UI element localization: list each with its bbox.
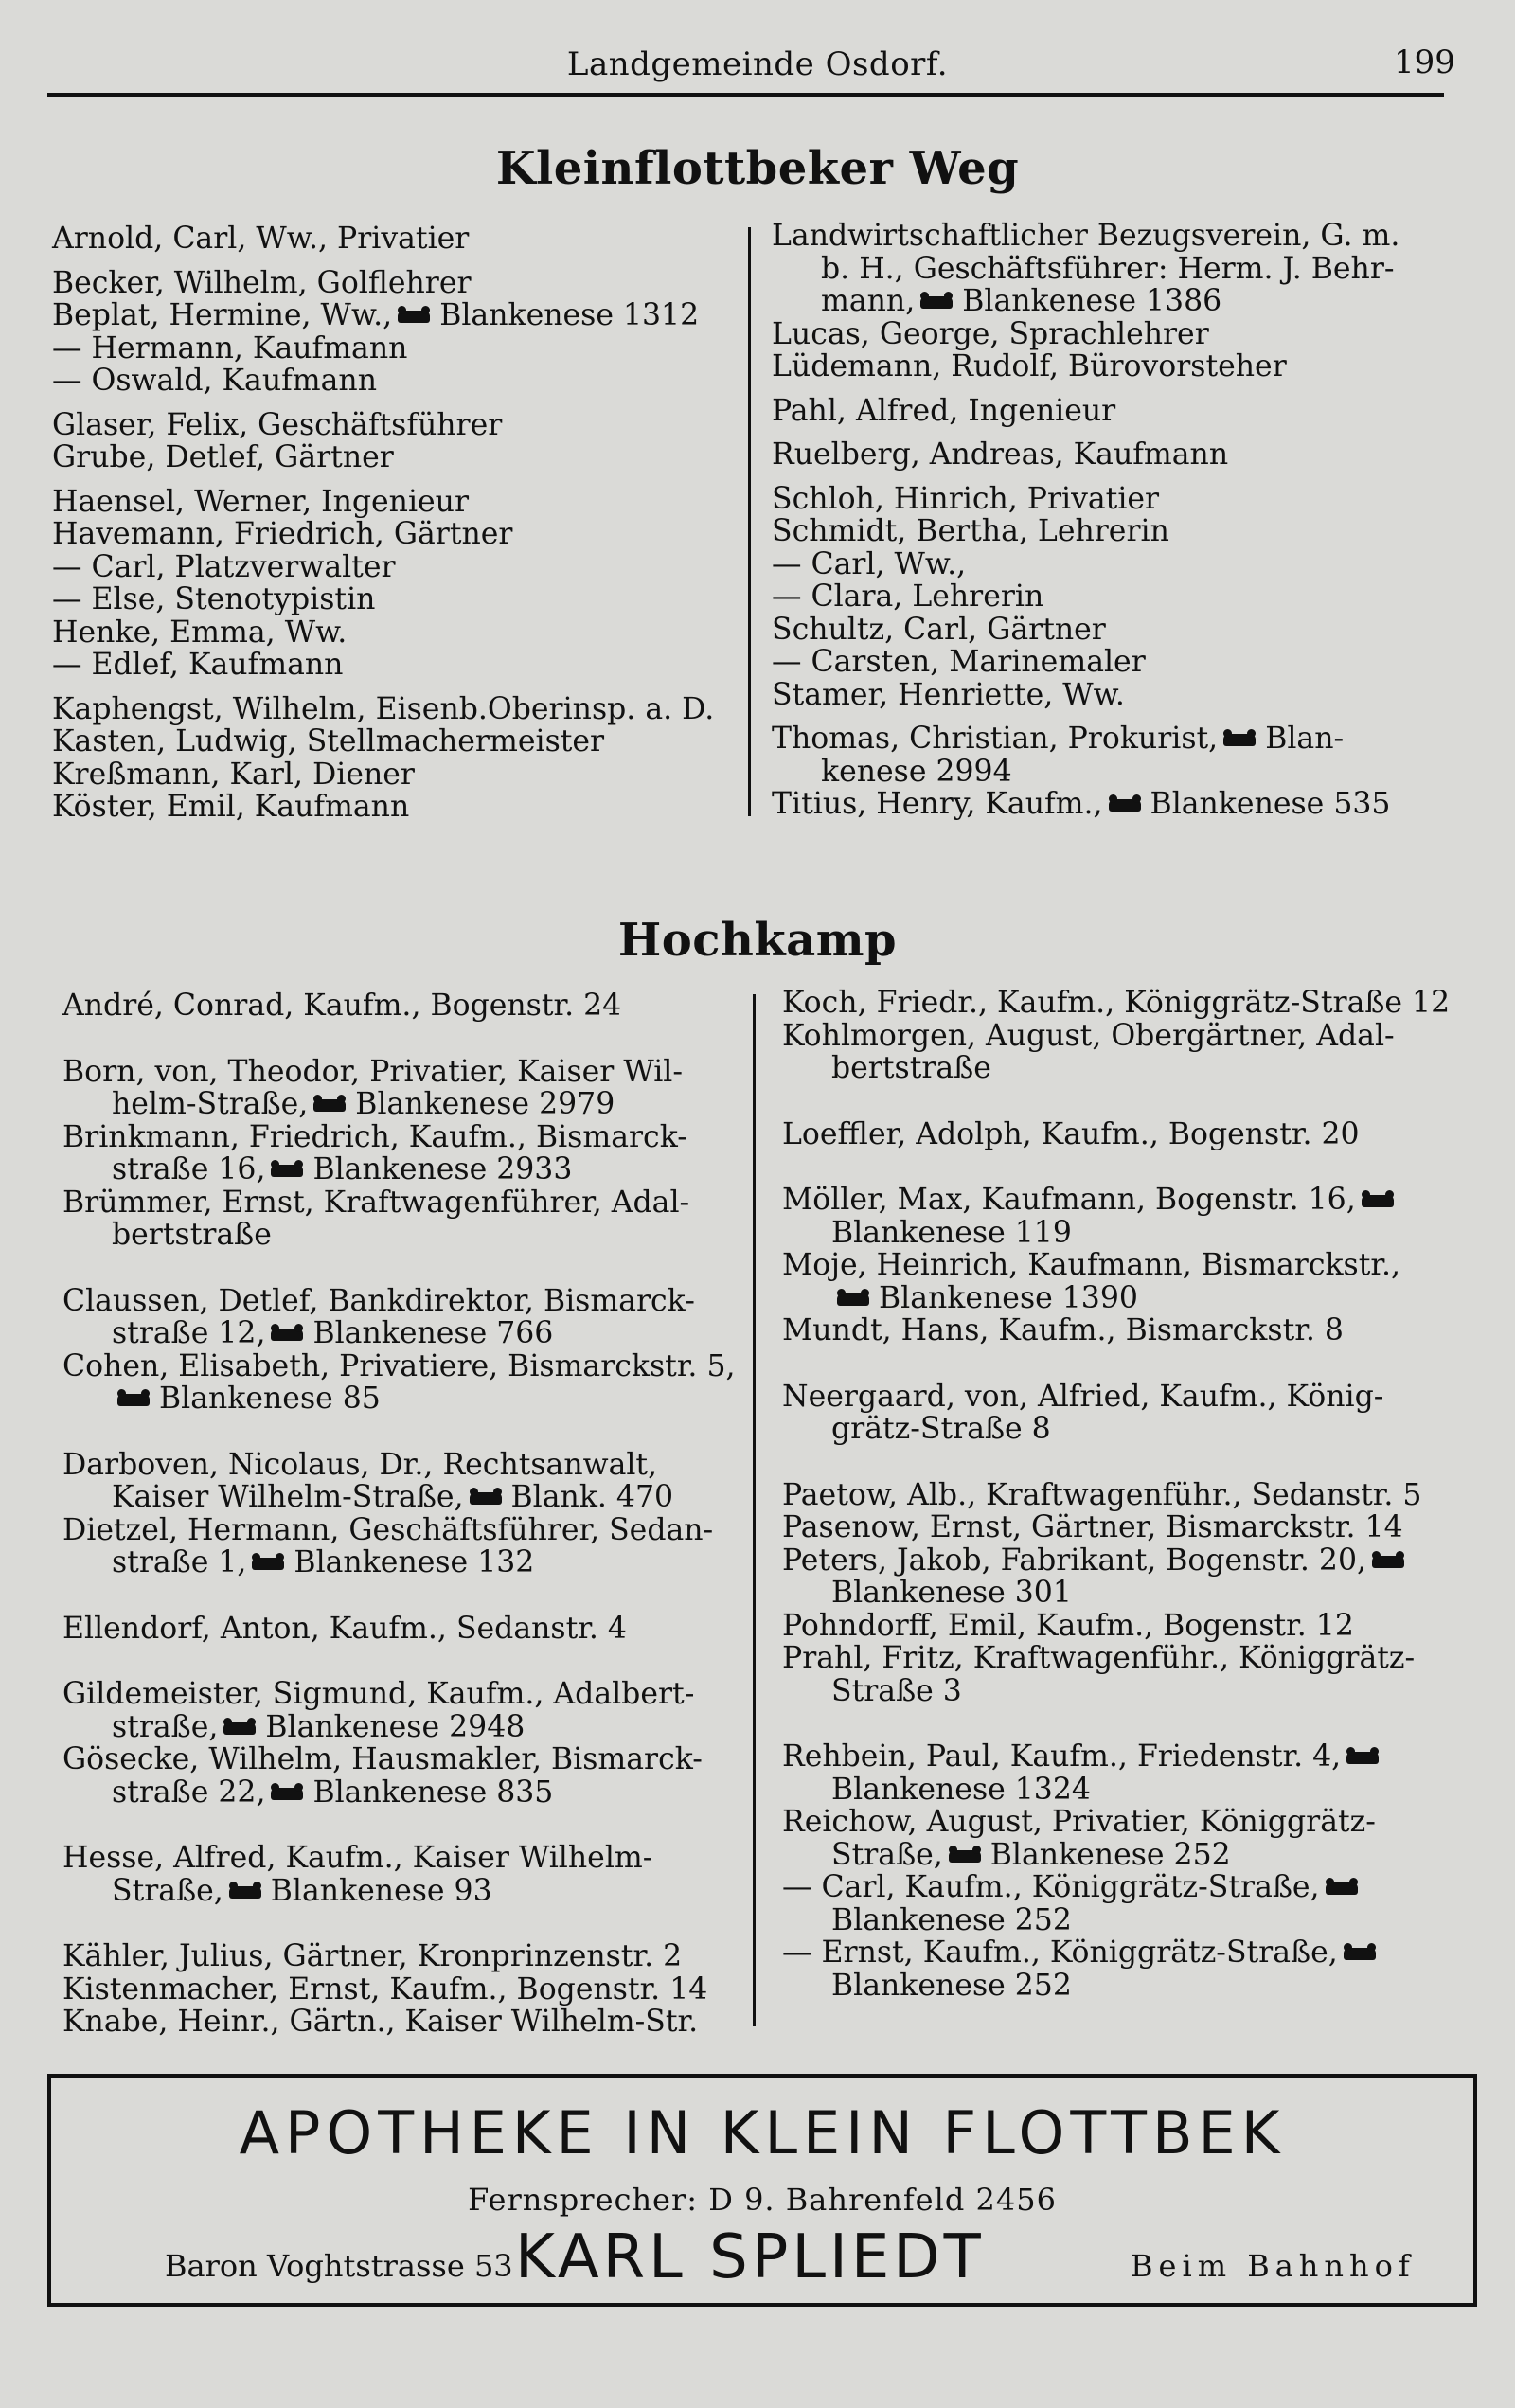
directory-entry xyxy=(62,1285,736,1318)
phone-number: Blankenese 252 xyxy=(989,1837,1231,1872)
entry-text: Darboven, Nicolaus, Dr., Rechtsanwalt, xyxy=(62,1447,658,1482)
entry-text: Peters, Jakob, Fabrikant, Bogenstr. 20, xyxy=(782,1543,1367,1578)
entry-text: straße 22, xyxy=(112,1775,266,1810)
directory-entry xyxy=(782,1249,1450,1282)
entry-text: Köster, Emil, Kaufmann xyxy=(52,790,410,824)
entry-text: Kohlmorgen, August, Obergärtner, Adal- xyxy=(782,1018,1395,1053)
telephone-icon xyxy=(1326,1882,1358,1895)
directory-entry xyxy=(62,1973,736,2007)
phone-number: Blankenese 535 xyxy=(1150,787,1391,821)
entry-text: Paetow, Alb., Kraftwagenführ., Sedanstr. 5 xyxy=(782,1477,1422,1512)
section1-left-column xyxy=(52,223,714,824)
phone-number: Blank. 470 xyxy=(510,1480,674,1514)
entry-text: — Clara, Lehrerin xyxy=(772,580,1044,614)
entry-text: Stamer, Henriette, Ww. xyxy=(772,677,1125,712)
entry-text: bertstraße xyxy=(831,1051,991,1085)
header-rule xyxy=(47,93,1444,97)
running-head: Landgemeinde Osdorf. xyxy=(566,45,949,83)
entry-text: — Hermann, Kaufmann xyxy=(52,330,408,366)
telephone-icon xyxy=(1223,734,1256,746)
entry-text: Arnold, Carl, Ww., Privatier xyxy=(52,222,470,256)
entry-continuation xyxy=(62,1875,736,1908)
telephone-icon xyxy=(252,1558,284,1570)
entry-text: b. H., Geschäftsführer: Herm. J. Behr- xyxy=(821,251,1395,286)
entry-text: Reichow, August, Privatier, Königgrätz- xyxy=(782,1805,1376,1839)
directory-entry xyxy=(772,395,1399,428)
directory-entry xyxy=(52,616,714,650)
phone-number: Blankenese 93 xyxy=(270,1873,492,1908)
directory-entry xyxy=(782,1806,1450,1839)
entry-text: mann, xyxy=(821,284,916,318)
entry-text: Glaser, Felix, Geschäftsführer xyxy=(52,407,503,442)
entry-text: Neergaard, von, Alfried, Kaufm., König- xyxy=(782,1379,1384,1414)
telephone-icon xyxy=(470,1492,502,1505)
entry-continuation xyxy=(62,1711,736,1744)
ad-phone: Fernsprecher: D 9. Bahrenfeld 2456 xyxy=(468,2182,1057,2218)
telephone-icon xyxy=(1346,1752,1379,1764)
entry-text: Kasten, Ludwig, Stellmachermeister xyxy=(52,724,605,758)
directory-entry xyxy=(62,1940,736,1973)
entry-text: Gildemeister, Sigmund, Kaufm., Adalbert- xyxy=(62,1677,695,1711)
entry-text: Blankenese 1324 xyxy=(831,1772,1091,1807)
phone-number: Blankenese 2948 xyxy=(265,1709,526,1744)
entry-text: Pohndorff, Emil, Kaufm., Bogenstr. 12 xyxy=(782,1608,1354,1643)
entry-text: Blankenese 252 xyxy=(831,1902,1072,1937)
directory-entry xyxy=(782,1020,1450,1053)
entry-text: Prahl, Fritz, Kraftwagenführ., Königgrätz- xyxy=(782,1641,1416,1675)
entry-continuation xyxy=(772,756,1399,789)
section2-left-column xyxy=(62,990,736,2039)
entry-text: — Carl, Ww., xyxy=(772,546,967,581)
entry-continuation xyxy=(62,1153,736,1186)
entry-continuation xyxy=(782,1282,1450,1315)
entry-text: Titius, Henry, Kaufm., xyxy=(772,787,1103,821)
entry-text: Beplat, Hermine, Ww., xyxy=(52,298,393,332)
directory-entry xyxy=(772,679,1399,712)
ad-location: Beim Bahnhof xyxy=(1131,2248,1416,2284)
pharmacy-advertisement xyxy=(47,2074,1477,2307)
entry-text: Blankenese 252 xyxy=(831,1968,1072,2003)
directory-entry xyxy=(772,220,1399,253)
phone-number: Blankenese 2979 xyxy=(355,1087,615,1121)
entry-text: Rehbein, Paul, Kaufm., Friedenstr. 4, xyxy=(782,1739,1342,1774)
entry-text: Lüdemann, Rudolf, Bürovorsteher xyxy=(772,349,1287,383)
directory-entry xyxy=(772,580,1399,614)
entry-text: Born, von, Theodor, Privatier, Kaiser Wil- xyxy=(62,1054,683,1089)
directory-entry xyxy=(52,486,714,519)
entry-continuation xyxy=(782,1675,1450,1708)
entry-text: Knabe, Heinr., Gärtn., Kaiser Wilhelm-Str. xyxy=(62,2005,699,2039)
entry-text: Koch, Friedr., Kaufm., Königgrätz-Straße 12 xyxy=(782,986,1451,1020)
entry-continuation xyxy=(782,1774,1450,1807)
directory-entry xyxy=(62,1186,736,1220)
directory-entry xyxy=(772,722,1399,756)
entry-text: Schloh, Hinrich, Privatier xyxy=(772,481,1160,516)
directory-entry xyxy=(782,1314,1450,1347)
entry-continuation xyxy=(62,1317,736,1350)
directory-entry xyxy=(782,1936,1450,1970)
directory-entry xyxy=(772,646,1399,679)
directory-entry xyxy=(772,350,1399,383)
phone-number: Blan- xyxy=(1265,722,1345,756)
section-title-hochkamp: Hochkamp xyxy=(617,914,898,967)
entry-text: grätz-Straße 8 xyxy=(831,1412,1051,1446)
entry-continuation xyxy=(62,1088,736,1121)
entry-text: Gösecke, Wilhelm, Hausmakler, Bismarck- xyxy=(62,1742,703,1776)
entry-text: Grube, Detlef, Gärtner xyxy=(52,440,394,474)
entry-text: Pasenow, Ernst, Gärtner, Bismarckstr. 14 xyxy=(782,1510,1403,1544)
directory-entry xyxy=(52,649,714,682)
entry-text: straße 16, xyxy=(112,1152,266,1186)
directory-entry xyxy=(52,791,714,824)
directory-entry xyxy=(772,614,1399,647)
entry-text: Schmidt, Bertha, Lehrerin xyxy=(772,514,1169,548)
entry-continuation xyxy=(782,1970,1450,2003)
entry-continuation xyxy=(62,1776,736,1810)
entry-text: Möller, Max, Kaufmann, Bogenstr. 16, xyxy=(782,1183,1356,1217)
entry-text: — Carsten, Marinemaler xyxy=(772,645,1146,679)
phone-number: Blankenese 1386 xyxy=(962,284,1222,318)
directory-entry xyxy=(782,1184,1450,1217)
directory-entry xyxy=(772,548,1399,581)
entry-continuation xyxy=(62,1382,736,1416)
entry-text: Kähler, Julius, Gärtner, Kronprinzenstr. 2 xyxy=(62,1939,683,1973)
section1-right-column xyxy=(772,220,1399,821)
entry-text: Blankenese 119 xyxy=(831,1215,1072,1250)
phone-number: Blankenese 766 xyxy=(312,1316,554,1350)
directory-entry xyxy=(62,1514,736,1547)
directory-entry xyxy=(62,1121,736,1154)
telephone-icon xyxy=(1109,799,1141,812)
telephone-icon xyxy=(271,1788,303,1800)
telephone-icon xyxy=(117,1394,150,1406)
entry-text: André, Conrad, Kaufm., Bogenstr. 24 xyxy=(62,989,622,1023)
phone-number: Blankenese 1390 xyxy=(879,1280,1138,1315)
entry-text: Brümmer, Ernst, Kraftwagenführer, Adal- xyxy=(62,1185,690,1220)
entry-text: Kistenmacher, Ernst, Kaufm., Bogenstr. 14 xyxy=(62,1971,708,2007)
entry-text: — Oswald, Kaufmann xyxy=(52,364,377,398)
directory-entry xyxy=(52,441,714,474)
entry-text: Hesse, Alfred, Kaufm., Kaiser Wilhelm- xyxy=(62,1841,653,1875)
directory-entry xyxy=(782,1118,1450,1151)
directory-entry xyxy=(62,1613,736,1646)
entry-text: — Else, Stenotypistin xyxy=(52,582,376,616)
entry-text: Claussen, Detlef, Bankdirektor, Bismarck- xyxy=(62,1283,695,1318)
entry-text: — Carl, Kaufm., Königgrätz-Straße, xyxy=(782,1870,1320,1904)
telephone-icon xyxy=(1372,1556,1404,1568)
phone-number: Blankenese 2933 xyxy=(312,1152,573,1186)
entry-continuation xyxy=(782,1839,1450,1872)
entry-text: Dietzel, Hermann, Geschäftsführer, Sedan- xyxy=(62,1512,714,1547)
page-number: 199 xyxy=(1394,44,1455,81)
directory-entry xyxy=(52,299,714,332)
entry-continuation xyxy=(782,1052,1450,1085)
entry-text: straße 1, xyxy=(112,1545,247,1579)
phone-number: Blankenese 1312 xyxy=(439,298,700,332)
directory-entry xyxy=(782,987,1450,1020)
directory-entry xyxy=(62,1842,736,1875)
entry-text: Lucas, George, Sprachlehrer xyxy=(772,316,1209,351)
entry-text: Haensel, Werner, Ingenieur xyxy=(52,484,470,519)
directory-entry xyxy=(52,583,714,616)
directory-entry xyxy=(782,1610,1450,1643)
entry-text: straße, xyxy=(112,1709,219,1744)
entry-text: Kreßmann, Karl, Diener xyxy=(52,757,415,792)
ad-address: Baron Voghtstrasse 53 xyxy=(165,2248,513,2284)
directory-entry xyxy=(52,518,714,551)
directory-entry xyxy=(52,267,714,300)
telephone-icon xyxy=(920,296,953,309)
directory-entry xyxy=(772,438,1399,472)
section-title-kleinflottbeker-weg: Kleinflottbeker Weg xyxy=(495,142,1020,195)
telephone-icon xyxy=(223,1722,256,1735)
entry-continuation xyxy=(772,253,1399,286)
entry-text: — Edlef, Kaufmann xyxy=(52,648,344,682)
entry-text: Havemann, Friedrich, Gärtner xyxy=(52,517,513,551)
entry-text: Loeffler, Adolph, Kaufm., Bogenstr. 20 xyxy=(782,1116,1360,1151)
directory-entry xyxy=(772,483,1399,516)
entry-text: kenese 2994 xyxy=(821,754,1012,789)
directory-entry xyxy=(62,1449,736,1482)
entry-text: Brinkmann, Friedrich, Kaufm., Bismarck- xyxy=(62,1119,687,1154)
telephone-icon xyxy=(1344,1948,1376,1960)
directory-entry xyxy=(782,1642,1450,1675)
ad-title: APOTHEKE IN KLEIN FLOTTBEK xyxy=(239,2098,1286,2167)
directory-entry xyxy=(782,1740,1450,1774)
telephone-icon xyxy=(398,311,430,323)
directory-entry xyxy=(52,409,714,442)
entry-text: Blankenese 301 xyxy=(831,1576,1072,1610)
directory-entry xyxy=(52,223,714,256)
entry-text: Pahl, Alfred, Ingenieur xyxy=(772,393,1116,428)
directory-entry xyxy=(52,725,714,758)
entry-text: — Carl, Platzverwalter xyxy=(52,549,396,584)
directory-entry xyxy=(62,2006,736,2039)
directory-entry xyxy=(782,1511,1450,1544)
entry-text: Henke, Emma, Ww. xyxy=(52,615,348,650)
telephone-icon xyxy=(1362,1195,1394,1207)
entry-text: Landwirtschaftlicher Bezugsverein, G. m. xyxy=(772,219,1400,253)
entry-continuation xyxy=(782,1217,1450,1250)
entry-text: Kaphengst, Wilhelm, Eisenb.Oberinsp. a. D. xyxy=(52,691,715,726)
directory-entry xyxy=(62,1056,736,1089)
telephone-icon xyxy=(271,1329,303,1341)
telephone-icon xyxy=(229,1886,261,1899)
entry-continuation xyxy=(62,1219,736,1252)
telephone-icon xyxy=(271,1165,303,1177)
entry-text: Becker, Wilhelm, Golflehrer xyxy=(52,265,472,300)
directory-entry xyxy=(772,515,1399,548)
entry-text: straße 12, xyxy=(112,1316,266,1350)
entry-text: Thomas, Christian, Prokurist, xyxy=(772,722,1219,756)
directory-entry xyxy=(782,1544,1450,1578)
telephone-icon xyxy=(313,1099,346,1112)
directory-entry xyxy=(62,1350,736,1383)
entry-text: Straße 3 xyxy=(831,1673,962,1708)
directory-entry xyxy=(62,1743,736,1776)
entry-text: Schultz, Carl, Gärtner xyxy=(772,612,1106,647)
entry-text: bertstraße xyxy=(112,1218,272,1252)
phone-number: Blankenese 835 xyxy=(312,1775,554,1810)
entry-continuation xyxy=(62,1546,736,1579)
directory-entry xyxy=(782,1871,1450,1904)
phone-number: Blankenese 85 xyxy=(159,1382,381,1416)
directory-entry xyxy=(782,1381,1450,1414)
ad-owner: KARL SPLIEDT xyxy=(515,2222,985,2292)
phone-number: Blankenese 132 xyxy=(294,1545,535,1579)
directory-entry xyxy=(772,788,1399,821)
directory-entry xyxy=(782,1479,1450,1512)
directory-entry xyxy=(52,365,714,398)
entry-text: Ellendorf, Anton, Kaufm., Sedanstr. 4 xyxy=(62,1611,627,1646)
directory-entry xyxy=(62,990,736,1023)
directory-entry xyxy=(52,332,714,366)
telephone-icon xyxy=(949,1850,981,1863)
entry-text: — Ernst, Kaufm., Königgrätz-Straße, xyxy=(782,1935,1338,1970)
telephone-icon xyxy=(837,1293,869,1306)
entry-continuation xyxy=(782,1577,1450,1610)
directory-entry xyxy=(52,551,714,584)
directory-entry xyxy=(52,693,714,726)
column-rule xyxy=(753,994,756,2026)
entry-text: Ruelberg, Andreas, Kaufmann xyxy=(772,437,1229,472)
directory-entry xyxy=(62,1678,736,1711)
directory-entry xyxy=(772,318,1399,351)
entry-text: Straße, xyxy=(112,1873,223,1908)
section2-right-column xyxy=(782,987,1450,2002)
entry-continuation xyxy=(782,1904,1450,1937)
entry-text: helm-Straße, xyxy=(112,1087,309,1121)
directory-entry xyxy=(52,758,714,792)
entry-continuation xyxy=(62,1481,736,1514)
entry-text: Cohen, Elisabeth, Privatiere, Bismarckstr. 5, xyxy=(62,1348,736,1383)
entry-continuation xyxy=(772,285,1399,318)
entry-text: Kaiser Wilhelm-Straße, xyxy=(112,1480,464,1514)
column-rule xyxy=(748,227,751,816)
entry-text: Moje, Heinrich, Kaufmann, Bismarckstr., xyxy=(782,1248,1400,1282)
entry-continuation xyxy=(782,1413,1450,1446)
entry-text: Mundt, Hans, Kaufm., Bismarckstr. 8 xyxy=(782,1313,1344,1347)
entry-text: Straße, xyxy=(831,1837,943,1872)
